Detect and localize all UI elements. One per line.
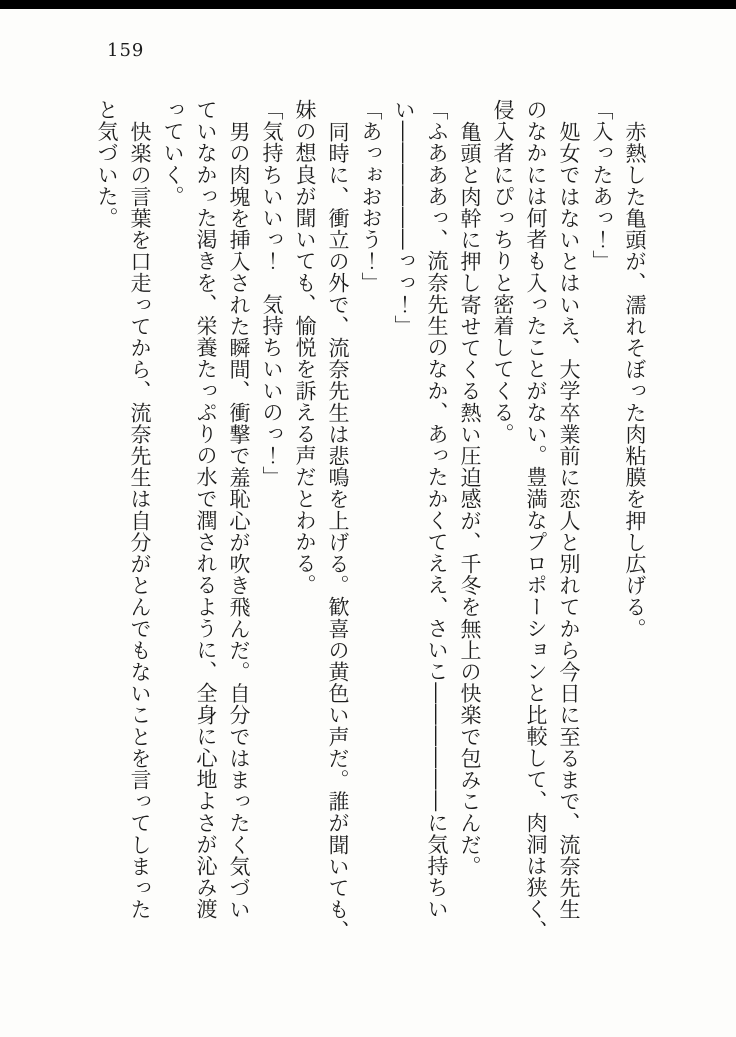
text-line: 同時に、衝立の外で、流奈先生は悲鳴を上げる。歓喜の黄色い声だ。誰が聞いても、	[326, 121, 350, 942]
text-line: 「あっぉおおう！」	[359, 99, 383, 294]
text-line: 赤熱した亀頭が、濡れそぼった肉粘膜を押し広げる。	[623, 121, 647, 640]
text-line: 快楽の言葉を口走ってから、流奈先生は自分がとんでもないことを言ってしまった	[128, 121, 152, 921]
text-line: 男の肉塊を挿入された瞬間、衝撃で羞恥心が吹き飛んだ。自分ではまったく気づい	[227, 121, 251, 921]
scan-top-border-bar	[0, 0, 736, 9]
page-number: 159	[107, 40, 145, 61]
text-line: と気づいた。	[95, 99, 119, 229]
text-line: 妹の想良が聞いても、愉悦を訴える声だとわかる。	[293, 99, 317, 596]
text-line: ていなかった渇きを、栄養たっぷりの水で潤されるように、全身に心地よさが沁み渡	[194, 99, 218, 920]
text-line: っていく。	[161, 99, 185, 207]
text-line: 亀頭と肉幹に押し寄せてくる熱い圧迫感が、千冬を無上の快楽で包みこんだ。	[458, 121, 482, 878]
text-line: 侵入者にぴっちりと密着してくる。	[491, 99, 515, 445]
text-line: のなかには何者も入ったことがない。豊満なプロポーションと比較して、肉洞は狭く、	[524, 99, 548, 942]
text-line: 「ふあああっ、流奈先生のなか、あったかくてええ、さいこ――――――に気持ちい	[425, 99, 449, 920]
text-line: 処女ではないとはいえ、大学卒業前に恋人と別れてから今日に至るまで、流奈先生	[557, 121, 581, 921]
text-line: 「気持ちいいっ！ 気持ちいいのっ！」	[260, 99, 284, 488]
text-line: 「入ったあっ！」	[590, 99, 614, 272]
text-block	[90, 99, 651, 951]
text-line: い――――――っっ！」	[392, 99, 416, 337]
